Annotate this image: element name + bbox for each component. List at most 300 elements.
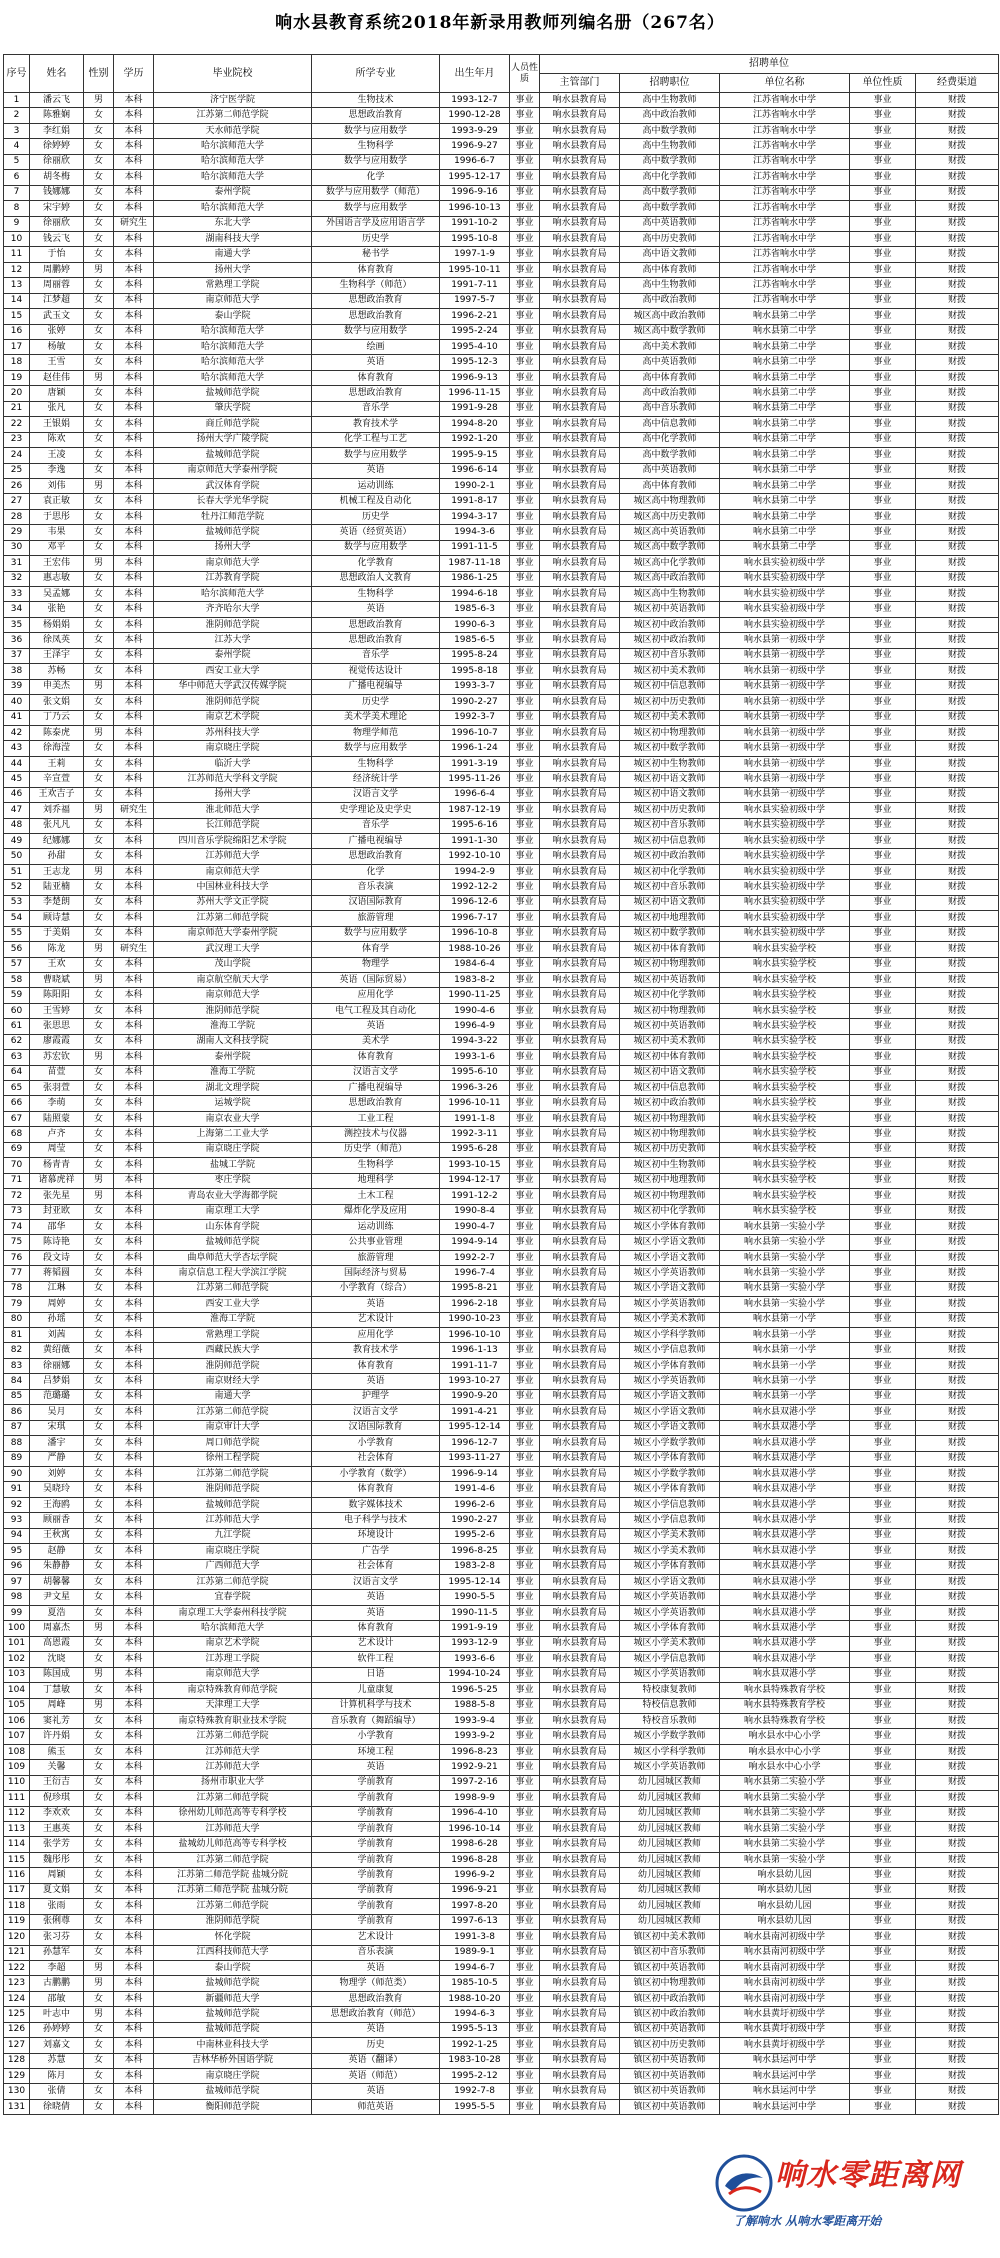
table-cell: 研究生 (114, 942, 154, 957)
table-cell: 南京师范大学 (154, 293, 312, 308)
table-cell: 财拨 (916, 1111, 999, 1126)
table-cell: 幼儿园城区教师 (620, 1914, 720, 1929)
table-cell: 1993-10-27 (440, 1374, 510, 1389)
table-cell: 女 (84, 293, 114, 308)
table-cell: 女 (84, 1744, 114, 1759)
table-cell: 古鹏鹏 (30, 1976, 84, 1991)
table-cell: 数学与应用数学 (312, 201, 440, 216)
table-row (4, 1374, 999, 1389)
table-cell: 事业 (510, 2084, 540, 2099)
table-cell: 陈雅娴 (30, 108, 84, 123)
table-cell: 1996-9-2 (440, 1868, 510, 1883)
table-cell: 女 (84, 1312, 114, 1327)
table-cell: 响水县第一实验小学 (720, 1266, 850, 1281)
table-cell: 事业 (510, 324, 540, 339)
table-cell: 本科 (114, 633, 154, 648)
table-cell: 响水县教育局 (540, 1065, 620, 1080)
table-cell: 4 (4, 139, 30, 154)
table-cell: 响水县第二实验小学 (720, 1775, 850, 1790)
table-cell: 事业 (510, 1605, 540, 1620)
table-cell: 本科 (114, 2053, 154, 2068)
table-cell: 财拨 (916, 1482, 999, 1497)
table-row (4, 1482, 999, 1497)
table-cell: 52 (4, 880, 30, 895)
table-cell: 响水县实验初级中学 (720, 556, 850, 571)
table-cell: 事业 (510, 2007, 540, 2022)
table-cell: 事业 (850, 216, 916, 231)
table-cell: 响水县教育局 (540, 880, 620, 895)
table-cell: 事业 (850, 1250, 916, 1265)
table-cell: 财拨 (916, 2038, 999, 2053)
table-cell: 60 (4, 1003, 30, 1018)
table-row (4, 247, 999, 262)
table-cell: 事业 (510, 695, 540, 710)
table-cell: 事业 (850, 602, 916, 617)
header-no: 序号 (4, 55, 30, 93)
table-cell: 城区初中音乐教师 (620, 818, 720, 833)
table-cell: 1996-8-28 (440, 1852, 510, 1867)
table-cell: 张凡 (30, 401, 84, 416)
table-row (4, 355, 999, 370)
table-row (4, 1822, 999, 1837)
table-cell: 81 (4, 1328, 30, 1343)
table-cell: 城区初中化学教师 (620, 864, 720, 879)
table-cell: 生物科学 (312, 756, 440, 771)
table-cell: 89 (4, 1451, 30, 1466)
table-cell: 数学与应用数学 (312, 324, 440, 339)
table-cell: 女 (84, 355, 114, 370)
table-cell: 思想政治教育 (312, 386, 440, 401)
table-cell: 响水县双港小学 (720, 1466, 850, 1481)
table-cell: 城区高中化学教师 (620, 556, 720, 571)
table-cell: 财拨 (916, 787, 999, 802)
table-cell: 本科 (114, 1713, 154, 1728)
table-cell: 本科 (114, 1034, 154, 1049)
table-cell: 本科 (114, 247, 154, 262)
table-cell: 93 (4, 1513, 30, 1528)
table-cell: 英语 (312, 1590, 440, 1605)
table-cell: 事业 (850, 1065, 916, 1080)
table-cell: 历史学 (312, 509, 440, 524)
table-cell: 事业 (510, 926, 540, 941)
table-cell: 淮阴师范学院 (154, 695, 312, 710)
table-cell: 潘云飞 (30, 93, 84, 108)
table-cell: 男 (84, 1050, 114, 1065)
table-cell: 响水县实验初级中学 (720, 602, 850, 617)
table-cell: 南京晓庄学院 (154, 2069, 312, 2084)
table-cell: 城区初中物理教师 (620, 1003, 720, 1018)
table-cell: 响水县第二中学 (720, 509, 850, 524)
table-cell: 事业 (850, 2038, 916, 2053)
table-cell: 响水县教育局 (540, 1899, 620, 1914)
table-cell: 事业 (850, 1729, 916, 1744)
table-cell: 女 (84, 2084, 114, 2099)
table-cell: 财拨 (916, 417, 999, 432)
table-cell: 106 (4, 1713, 30, 1728)
table-cell: 本科 (114, 417, 154, 432)
table-cell: 本科 (114, 756, 154, 771)
table-cell: 5 (4, 154, 30, 169)
table-cell: 汉语言文学 (312, 1575, 440, 1590)
table-cell: 财拨 (916, 463, 999, 478)
table-cell: 响水县教育局 (540, 926, 620, 941)
table-cell: 财拨 (916, 185, 999, 200)
table-cell: 城区小学信息教师 (620, 1343, 720, 1358)
table-cell: 孙慧军 (30, 1945, 84, 1960)
table-row (4, 1621, 999, 1636)
table-cell: 李超 (30, 1960, 84, 1975)
table-cell: 女 (84, 216, 114, 231)
table-cell: 1991-9-28 (440, 401, 510, 416)
table-cell: 事业 (850, 1945, 916, 1960)
table-cell: 事业 (850, 818, 916, 833)
table-cell: 女 (84, 1266, 114, 1281)
table-cell: 本科 (114, 1127, 154, 1142)
table-cell: 响水县教育局 (540, 834, 620, 849)
table-cell: 城区初中化学教师 (620, 988, 720, 1003)
table-cell: 本科 (114, 1436, 154, 1451)
table-cell: 响水县第一初级中学 (720, 695, 850, 710)
table-cell: 女 (84, 957, 114, 972)
table-cell: 财拨 (916, 1760, 999, 1775)
table-cell: 陈国成 (30, 1667, 84, 1682)
table-cell: 女 (84, 1405, 114, 1420)
table-cell: 响水县第一初级中学 (720, 664, 850, 679)
table-cell: 财拨 (916, 1297, 999, 1312)
table-cell: 1991-11-5 (440, 540, 510, 555)
table-row (4, 787, 999, 802)
table-cell: 女 (84, 340, 114, 355)
table-cell: 女 (84, 1436, 114, 1451)
table-cell: 122 (4, 1960, 30, 1975)
table-cell: 事业 (850, 710, 916, 725)
table-cell: 事业 (850, 648, 916, 663)
table-cell: 事业 (510, 1991, 540, 2006)
table-cell: 财拨 (916, 1374, 999, 1389)
table-cell: 九江学院 (154, 1528, 312, 1543)
table-cell: 高中生物教师 (620, 93, 720, 108)
table-row (4, 2099, 999, 2114)
table-cell: 本科 (114, 2084, 154, 2099)
table-cell: 男 (84, 1976, 114, 1991)
table-cell: 本科 (114, 1235, 154, 1250)
table-row (4, 679, 999, 694)
table-cell: 旅游管理 (312, 911, 440, 926)
table-cell: 财拨 (916, 1636, 999, 1651)
table-cell: 盐城师范学院 (154, 2084, 312, 2099)
table-cell: 响水县第一小学 (720, 1312, 850, 1327)
table-cell: 城区小学美术教师 (620, 1312, 720, 1327)
table-cell: 事业 (850, 509, 916, 524)
table-cell: 城区初中生物教师 (620, 756, 720, 771)
table-cell: 1996-1-13 (440, 1343, 510, 1358)
table-cell: 响水县教育局 (540, 1698, 620, 1713)
table-cell: 1990-10-23 (440, 1312, 510, 1327)
table-cell: 思想政治教育 (312, 633, 440, 648)
table-cell: 四川音乐学院绵阳艺术学院 (154, 834, 312, 849)
table-cell: 刘茜 (30, 1328, 84, 1343)
table-cell: 14 (4, 293, 30, 308)
table-row (4, 664, 999, 679)
table-cell: 英语 (312, 1297, 440, 1312)
table-cell: 城区小学英语教师 (620, 1760, 720, 1775)
table-cell: 1992-1-20 (440, 432, 510, 447)
table-cell: 西藏民族大学 (154, 1343, 312, 1358)
table-cell: 卢齐 (30, 1127, 84, 1142)
table-cell: 19 (4, 370, 30, 385)
table-cell: 事业 (510, 1497, 540, 1512)
table-row (4, 448, 999, 463)
table-cell: 事业 (850, 1868, 916, 1883)
table-cell: 广播电视编导 (312, 834, 440, 849)
table-cell: 电子科学与技术 (312, 1513, 440, 1528)
table-cell: 响水县教育局 (540, 509, 620, 524)
table-cell: 事业 (510, 633, 540, 648)
table-cell: 事业 (510, 1436, 540, 1451)
table-cell: 事业 (850, 525, 916, 540)
table-cell: 1996-7-17 (440, 911, 510, 926)
table-cell: 女 (84, 432, 114, 447)
table-cell: 财拨 (916, 1822, 999, 1837)
table-cell: 儿童康复 (312, 1683, 440, 1698)
table-row (4, 1729, 999, 1744)
table-cell: 财拨 (916, 324, 999, 339)
table-cell: 财拨 (916, 1466, 999, 1481)
table-cell: 财拨 (916, 1081, 999, 1096)
table-cell: 72 (4, 1189, 30, 1204)
table-cell: 财拨 (916, 509, 999, 524)
table-cell: 研究生 (114, 216, 154, 231)
table-cell: 机械工程及自动化 (312, 494, 440, 509)
table-cell: 1991-12-2 (440, 1189, 510, 1204)
table-cell: 响水县教育局 (540, 309, 620, 324)
table-cell: 事业 (850, 1127, 916, 1142)
table-cell: 本科 (114, 1559, 154, 1574)
header-nature: 单位性质 (850, 74, 916, 93)
table-cell: 响水县教育局 (540, 1544, 620, 1559)
table-cell: 城区高中历史教师 (620, 509, 720, 524)
table-cell: 城区初中音乐教师 (620, 880, 720, 895)
table-cell: 响水县教育局 (540, 1497, 620, 1512)
table-cell: 响水县实验初级中学 (720, 895, 850, 910)
table-cell: 事业 (510, 988, 540, 1003)
table-cell: 财拨 (916, 1189, 999, 1204)
table-cell: 事业 (850, 1744, 916, 1759)
table-cell: 80 (4, 1312, 30, 1327)
table-cell: 94 (4, 1528, 30, 1543)
table-cell: 城区初中语文教师 (620, 895, 720, 910)
table-cell: 本科 (114, 725, 154, 740)
table-cell: 音乐表演 (312, 880, 440, 895)
table-cell: 1998-9-9 (440, 1791, 510, 1806)
table-cell: 事业 (850, 1528, 916, 1543)
table-cell: 韦果 (30, 525, 84, 540)
table-cell: 王志龙 (30, 864, 84, 879)
table-cell: 杨敏 (30, 340, 84, 355)
table-cell: 城区小学信息教师 (620, 1513, 720, 1528)
table-cell: 事业 (850, 1312, 916, 1327)
table-cell: 17 (4, 340, 30, 355)
table-cell: 幼儿园城区教师 (620, 1775, 720, 1790)
table-cell: 江苏理工学院 (154, 1652, 312, 1667)
table-cell: 事业 (510, 1528, 540, 1543)
table-cell: 本科 (114, 540, 154, 555)
table-cell: 1995-12-17 (440, 170, 510, 185)
table-cell: 事业 (510, 1513, 540, 1528)
table-cell: 事业 (510, 864, 540, 879)
table-cell: 江梦超 (30, 293, 84, 308)
table-cell: 事业 (850, 170, 916, 185)
table-cell: 财拨 (916, 1096, 999, 1111)
table-cell: 女 (84, 1729, 114, 1744)
table-cell: 响水县教育局 (540, 1019, 620, 1034)
table-cell: 68 (4, 1127, 30, 1142)
table-cell: 女 (84, 648, 114, 663)
table-cell: 陈龙 (30, 942, 84, 957)
table-cell: 城区初中历史教师 (620, 695, 720, 710)
table-cell: 响水县实验初级中学 (720, 834, 850, 849)
table-cell: 江苏第二师范学院 (154, 1852, 312, 1867)
table-cell: 响水县第二中学 (720, 478, 850, 493)
table-cell: 本科 (114, 1744, 154, 1759)
table-cell: 张凡凡 (30, 818, 84, 833)
table-cell: 1983-2-8 (440, 1559, 510, 1574)
table-cell: 女 (84, 1250, 114, 1265)
table-cell: 事业 (510, 494, 540, 509)
table-cell: 响水县教育局 (540, 1945, 620, 1960)
table-cell: 1987-12-19 (440, 803, 510, 818)
table-cell: 环境设计 (312, 1528, 440, 1543)
table-cell: 响水县实验初级中学 (720, 864, 850, 879)
table-cell: 南京师范大学 (154, 864, 312, 879)
table-cell: 师范英语 (312, 2099, 440, 2114)
table-cell: 城区高中政治教师 (620, 571, 720, 586)
table-cell: 财拨 (916, 2007, 999, 2022)
table-cell: 事业 (850, 417, 916, 432)
table-cell: 财拨 (916, 1590, 999, 1605)
table-cell: 事业 (850, 1003, 916, 1018)
table-cell: 事业 (850, 2022, 916, 2037)
table-cell: 本科 (114, 1883, 154, 1898)
table-cell: 吉林华桥外国语学院 (154, 2053, 312, 2068)
table-cell: 响水县教育局 (540, 633, 620, 648)
table-cell: 1993-12-9 (440, 1636, 510, 1651)
table-cell: 小学教育（综合） (312, 1281, 440, 1296)
table-cell: 英语 (312, 1019, 440, 1034)
roster-table (3, 54, 999, 2115)
table-cell: 响水县教育局 (540, 602, 620, 617)
table-cell: 本科 (114, 1914, 154, 1929)
table-cell: 女 (84, 988, 114, 1003)
table-cell: 事业 (850, 1822, 916, 1837)
table-cell: 袁正敏 (30, 494, 84, 509)
table-cell: 1990-6-3 (440, 617, 510, 632)
table-cell: 财拨 (916, 2084, 999, 2099)
table-cell: 1995-12-14 (440, 1575, 510, 1590)
table-cell: 城区初中音乐教师 (620, 648, 720, 663)
table-cell: 财拨 (916, 1698, 999, 1713)
table-row (4, 1652, 999, 1667)
table-row (4, 834, 999, 849)
table-cell: 财拨 (916, 139, 999, 154)
table-cell: 财拨 (916, 1559, 999, 1574)
table-cell: 事业 (850, 1883, 916, 1898)
table-cell: 女 (84, 1158, 114, 1173)
table-cell: 响水县教育局 (540, 1513, 620, 1528)
table-cell: 女 (84, 185, 114, 200)
table-cell: 43 (4, 741, 30, 756)
table-cell: 107 (4, 1729, 30, 1744)
table-cell: 63 (4, 1050, 30, 1065)
table-cell: 历史 (312, 2038, 440, 2053)
table-cell: 哈尔滨师范大学 (154, 201, 312, 216)
table-cell: 哈尔滨师范大学 (154, 340, 312, 355)
table-cell: 女 (84, 695, 114, 710)
table-cell: 女 (84, 324, 114, 339)
table-cell: 1992-3-7 (440, 710, 510, 725)
table-cell: 女 (84, 1791, 114, 1806)
table-cell: 王欢 (30, 957, 84, 972)
table-row (4, 139, 999, 154)
table-cell: 淮阴师范学院 (154, 1914, 312, 1929)
table-cell: 响水县教育局 (540, 1883, 620, 1898)
table-cell: 张雨 (30, 1899, 84, 1914)
table-row (4, 1065, 999, 1080)
table-cell: 封亚欧 (30, 1204, 84, 1219)
table-cell: 1996-10-7 (440, 725, 510, 740)
table-cell: 盐城幼儿师范高等专科学校 (154, 1837, 312, 1852)
table-cell: 城区小学信息教师 (620, 1497, 720, 1512)
table-row (4, 340, 999, 355)
table-cell: 事业 (510, 201, 540, 216)
table-row (4, 1189, 999, 1204)
table-cell: 51 (4, 864, 30, 879)
table-row (4, 231, 999, 246)
table-cell: 事业 (850, 849, 916, 864)
table-cell: 盐城师范学院 (154, 1235, 312, 1250)
table-cell: 山东体育学院 (154, 1219, 312, 1234)
table-cell: 1995-12-3 (440, 355, 510, 370)
table-cell: 高中历史教师 (620, 231, 720, 246)
table-cell: 响水县教育局 (540, 895, 620, 910)
table-cell: 女 (84, 1328, 114, 1343)
table-cell: 江苏省响水中学 (720, 154, 850, 169)
table-cell: 响水县实验学校 (720, 1034, 850, 1049)
table-cell: 事业 (510, 216, 540, 231)
table-cell: 武玉文 (30, 309, 84, 324)
table-cell: 84 (4, 1374, 30, 1389)
table-cell: 江苏师范大学 (154, 1822, 312, 1837)
table-cell: 女 (84, 154, 114, 169)
table-cell: 镇区初中英语教师 (620, 2022, 720, 2037)
table-cell: 事业 (850, 1760, 916, 1775)
table-cell: 严静 (30, 1451, 84, 1466)
table-cell: 本科 (114, 1991, 154, 2006)
table-cell: 诸慕虎祥 (30, 1173, 84, 1188)
table-cell: 财拨 (916, 1791, 999, 1806)
table-cell: 65 (4, 1081, 30, 1096)
table-cell: 财拨 (916, 1806, 999, 1821)
table-cell: 事业 (510, 1698, 540, 1713)
table-row (4, 1173, 999, 1188)
table-cell: 事业 (510, 664, 540, 679)
table-cell: 男 (84, 1960, 114, 1975)
table-cell: 响水县教育局 (540, 1466, 620, 1481)
table-cell: 汉语言文学 (312, 787, 440, 802)
watermark-brand: 响水零距离网 (775, 2158, 961, 2193)
table-cell: 事业 (850, 1497, 916, 1512)
table-cell: 响水县教育局 (540, 123, 620, 138)
